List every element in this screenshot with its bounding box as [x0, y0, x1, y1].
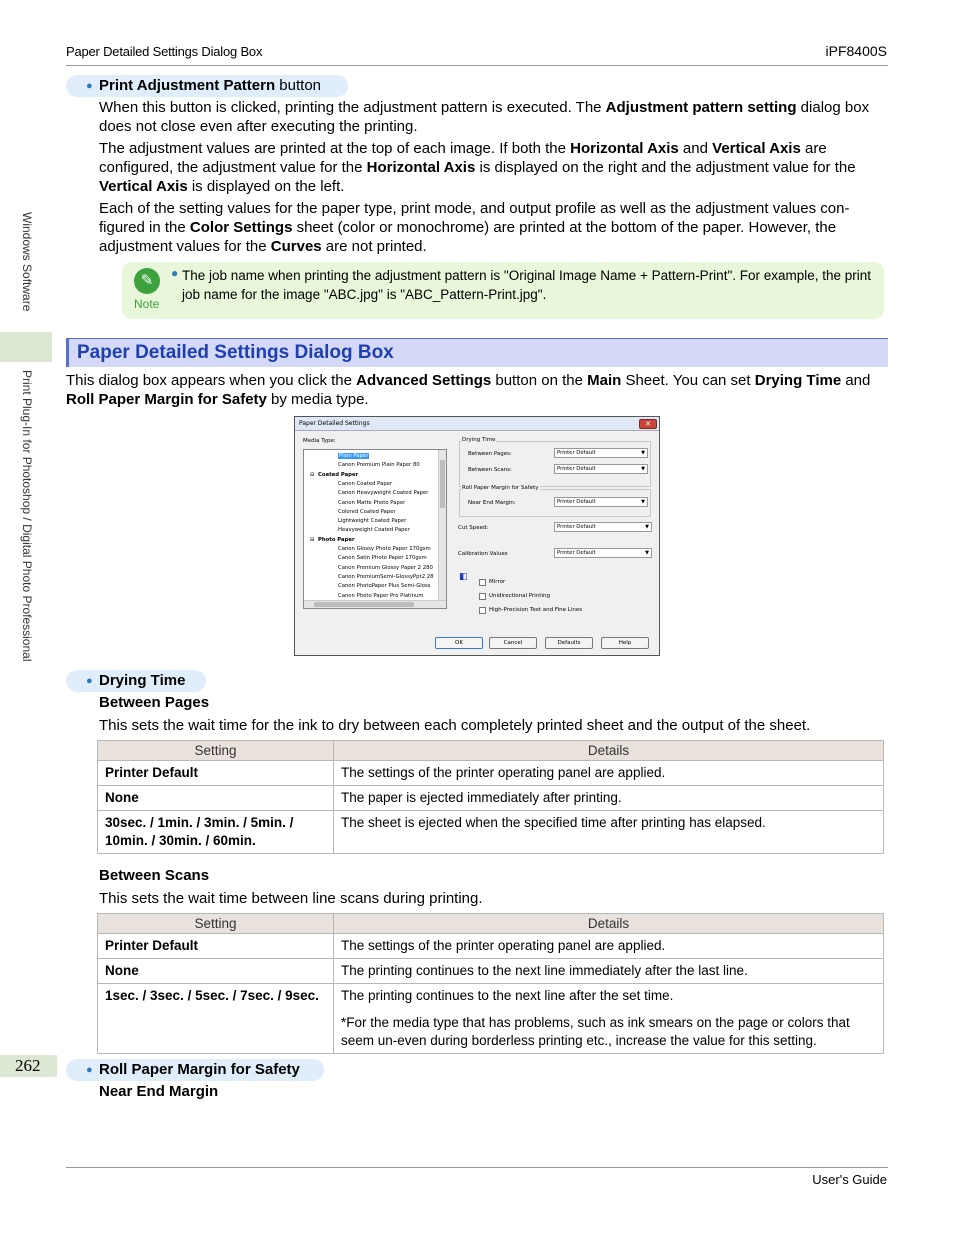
- page-number: 262: [15, 1056, 41, 1075]
- text-run: sheet (color or monochrome) are printed at the bottom of the paper. However, the adjustment values for the: [99, 219, 837, 255]
- media-type-label: Media Type:: [303, 438, 336, 444]
- footer-guide-label: User's Guide: [812, 1172, 887, 1187]
- bullet-icon: ●: [86, 675, 93, 687]
- tree-item[interactable]: Canon Heavyweight Coated Paper: [338, 490, 429, 497]
- chevron-down-icon: ▼: [645, 550, 649, 556]
- bullet-icon: ●: [86, 80, 93, 92]
- table-row: [98, 984, 884, 1054]
- roll-margin-group-label: Roll Paper Margin for Safety: [462, 485, 539, 491]
- near-end-margin-heading: Near End Margin: [99, 1083, 219, 1100]
- paper-detailed-settings-dialog: [294, 416, 660, 656]
- scrollbar-thumb[interactable]: [440, 460, 445, 508]
- between-pages-desc: This sets the wait time for the ink to dry between each completely printed sheet and the output of the sheet.: [99, 717, 811, 734]
- high-precision-checkbox[interactable]: [479, 607, 486, 614]
- drying-time-group-label: Drying Time: [462, 437, 496, 443]
- chevron-down-icon: ▼: [641, 466, 645, 472]
- bullet-icon: ●: [86, 1064, 93, 1076]
- cut-speed-label: Cut Speed:: [458, 525, 489, 531]
- section-intro: [66, 371, 888, 409]
- roll-margin-pill: [66, 1059, 324, 1081]
- table-header: Details: [334, 914, 884, 934]
- table-cell: None: [98, 786, 334, 811]
- unidirectional-checkbox[interactable]: [479, 593, 486, 600]
- print-adjustment-para-1: [99, 98, 887, 136]
- note-label: Note: [134, 297, 160, 311]
- between-scans-table: [97, 913, 884, 1054]
- table-row: [98, 786, 884, 811]
- table-header: Setting: [98, 741, 334, 761]
- note-text: The job name when printing the adjustment pattern is "Original Image Name + Pattern-Print". For example, the print job name for the image "ABC.jpg" is "ABC_Pattern-Print.jpg".: [182, 268, 872, 302]
- text-run: Advanced Settings: [356, 372, 492, 389]
- tree-item[interactable]: Canon PhotoPaper Plus Semi-Gloss: [338, 583, 431, 590]
- ok-button[interactable]: OK: [435, 637, 483, 649]
- cut-speed-select[interactable]: Printer Default ▼: [554, 522, 652, 532]
- table-header: Setting: [98, 914, 334, 934]
- help-button[interactable]: Help: [601, 637, 649, 649]
- text-run: is displayed on the right and the adjustment value for the: [475, 159, 856, 176]
- table-header: Details: [334, 741, 884, 761]
- tree-vertical-scrollbar[interactable]: [438, 450, 446, 600]
- side-tab-windows-software: [0, 0, 52, 332]
- tree-item[interactable]: Canon PremiumSemi-GlossyPpr2 28: [338, 573, 434, 580]
- header-rule: [66, 65, 888, 66]
- print-adjustment-pill-rest: button: [275, 77, 322, 94]
- close-icon[interactable]: ✕: [639, 419, 657, 429]
- table-row: [98, 811, 884, 854]
- between-pages-select[interactable]: Printer Default ▼: [554, 448, 648, 458]
- tree-item[interactable]: Canon Satin Photo Paper 170gsm: [338, 555, 427, 562]
- note-pencil-icon: ✎: [134, 268, 160, 294]
- mirror-label: Mirror: [489, 579, 506, 585]
- text-run: Color Settings: [189, 219, 293, 236]
- text-run: Vertical Axis: [99, 178, 188, 195]
- text-run: Sheet. You can set: [621, 372, 755, 389]
- media-type-tree[interactable]: [303, 449, 447, 609]
- side-tab-plugin-label: Print Plug-In for Photoshop / Digital Photo Professional: [20, 370, 34, 662]
- tree-item[interactable]: Canon Premium Glossy Paper 2 280: [338, 564, 433, 571]
- roll-margin-pill-label: Roll Paper Margin for Safety: [99, 1061, 300, 1078]
- running-header-model: iPF8400S: [825, 43, 887, 59]
- tree-item[interactable]: Colored Coated Paper: [338, 508, 396, 515]
- text-run: Main: [587, 372, 622, 389]
- text-run: dialog box does not close even after executing the printing.: [99, 99, 870, 135]
- drying-time-pill-label: Drying Time: [99, 672, 186, 689]
- table-row: [98, 761, 884, 786]
- tree-item[interactable]: Canon Photo Paper Pro Platinum: [338, 592, 424, 599]
- print-adjustment-pill: [66, 75, 348, 97]
- table-cell: The printing continues to the next line immediately after the last line.: [334, 959, 884, 984]
- print-adjustment-para-3: [99, 199, 887, 256]
- dialog-titlebar: [295, 417, 659, 431]
- chevron-down-icon: ▼: [645, 524, 649, 530]
- table-cell: 1sec. / 3sec. / 5sec. / 7sec. / 9sec.: [98, 984, 334, 1054]
- text-run: This dialog box appears when you click the: [66, 372, 357, 389]
- text-run: are configured, the adjustment value for the: [99, 140, 827, 176]
- mirror-checkbox[interactable]: [479, 579, 486, 586]
- table-cell: Printer Default: [98, 934, 334, 959]
- scrollbar-thumb[interactable]: [314, 602, 414, 607]
- text-run: and: [678, 140, 713, 157]
- text-run: Adjustment pattern setting: [605, 99, 797, 116]
- text-run: Horizontal Axis: [366, 159, 476, 176]
- tree-item[interactable]: Lightweight Coated Paper: [338, 518, 407, 525]
- tree-item[interactable]: Canon Glossy Photo Paper 170gsm: [338, 546, 431, 552]
- text-run: Horizontal Axis: [570, 140, 679, 157]
- text-run: by media type.: [266, 391, 369, 408]
- defaults-button[interactable]: Defaults: [545, 637, 593, 649]
- section-title: Paper Detailed Settings Dialog Box: [77, 342, 394, 363]
- print-adjustment-para-2: [99, 139, 887, 196]
- between-scans-label: Between Scans:: [468, 467, 512, 473]
- text-run: Vertical Axis: [712, 140, 801, 157]
- text-run: and: [841, 372, 871, 389]
- tree-item[interactable]: Canon Coated Paper: [338, 480, 393, 487]
- between-pages-heading: Between Pages: [99, 694, 210, 711]
- footer-rule: [66, 1167, 888, 1168]
- table-cell: [334, 984, 884, 1054]
- text-run: Drying Time: [754, 372, 842, 389]
- table-row: [98, 934, 884, 959]
- between-scans-select[interactable]: Printer Default ▼: [554, 464, 648, 474]
- drying-time-pill: [66, 670, 206, 692]
- unidirectional-label: Unidirectional Printing: [489, 593, 550, 599]
- tree-item[interactable]: Heavyweight Coated Paper: [338, 527, 410, 534]
- calibration-values-label: Calibration Values: [458, 551, 508, 557]
- tree-item[interactable]: Canon Premium Plain Paper 80: [338, 462, 420, 469]
- tree-item[interactable]: Photo Paper: [318, 536, 355, 543]
- table-cell: The sheet is ejected when the specified time after printing has elapsed.: [334, 811, 884, 854]
- text-run: is displayed on the left.: [187, 178, 345, 195]
- text-run: Curves: [270, 238, 322, 255]
- table-cell: The paper is ejected immediately after printing.: [334, 786, 884, 811]
- tree-item[interactable]: Coated Paper: [318, 471, 359, 478]
- tree-expander-icon[interactable]: ⊟: [310, 536, 315, 543]
- table-cell-footnote: *For the media type that has problems, such as ink smears on the page or colors that seem un-even during borderless printing etc., increase the value for this setting.: [341, 1015, 850, 1048]
- table-cell: The settings of the printer operating panel are applied.: [334, 934, 884, 959]
- mirror-preview-icon: ◧: [459, 572, 468, 582]
- cancel-button[interactable]: Cancel: [489, 637, 537, 649]
- table-cell: 30sec. / 1min. / 3min. / 5min. / 10min. / 30min. / 60min.: [98, 811, 334, 854]
- print-adjustment-pill-bold: Print Adjustment Pattern: [99, 77, 276, 94]
- text-run: Each of the setting values for the paper type, print mode, and output profile as well as the adjustment values con-figured in the: [99, 200, 850, 236]
- side-tab-windows-software-label: Windows Software: [20, 212, 34, 312]
- between-pages-table: [97, 740, 884, 854]
- tree-horizontal-scrollbar[interactable]: [304, 600, 446, 608]
- text-run: Roll Paper Margin for Safety: [66, 391, 267, 408]
- table-cell: Printer Default: [98, 761, 334, 786]
- text-run: button on the: [491, 372, 588, 389]
- chevron-down-icon: ▼: [641, 499, 645, 505]
- bullet-icon: ●: [171, 266, 179, 280]
- calibration-values-select[interactable]: Printer Default ▼: [554, 548, 652, 558]
- between-scans-desc: This sets the wait time between line scans during printing.: [99, 890, 483, 907]
- table-row: [98, 959, 884, 984]
- side-tab-active-marker: [0, 332, 52, 362]
- running-header-title: Paper Detailed Settings Dialog Box: [66, 44, 263, 59]
- section-heading-bar: [66, 338, 888, 367]
- tree-item[interactable]: Plain Paper: [339, 453, 369, 459]
- tree-item[interactable]: Canon Matte Photo Paper: [338, 499, 406, 506]
- page-number-tab: [0, 1055, 57, 1077]
- between-pages-label: Between Pages:: [468, 451, 512, 457]
- high-precision-label: High-Precision Text and Fine Lines: [489, 607, 583, 613]
- text-run: are not printed.: [321, 238, 427, 255]
- tree-expander-icon[interactable]: ⊟: [310, 471, 315, 478]
- table-cell: None: [98, 959, 334, 984]
- note-box: [122, 262, 884, 319]
- table-cell-line: The printing continues to the next line after the set time.: [341, 988, 674, 1003]
- between-scans-heading: Between Scans: [99, 867, 210, 884]
- chevron-down-icon: ▼: [641, 450, 645, 456]
- near-end-margin-label: Near End Margin:: [468, 500, 516, 506]
- text-run: When this button is clicked, printing the adjustment pattern is executed. The: [99, 99, 606, 116]
- dialog-title: Paper Detailed Settings: [299, 420, 370, 427]
- text-run: The adjustment values are printed at the top of each image. If both the: [99, 140, 571, 157]
- table-cell: The settings of the printer operating panel are applied.: [334, 761, 884, 786]
- near-end-margin-select[interactable]: Printer Default ▼: [554, 497, 648, 507]
